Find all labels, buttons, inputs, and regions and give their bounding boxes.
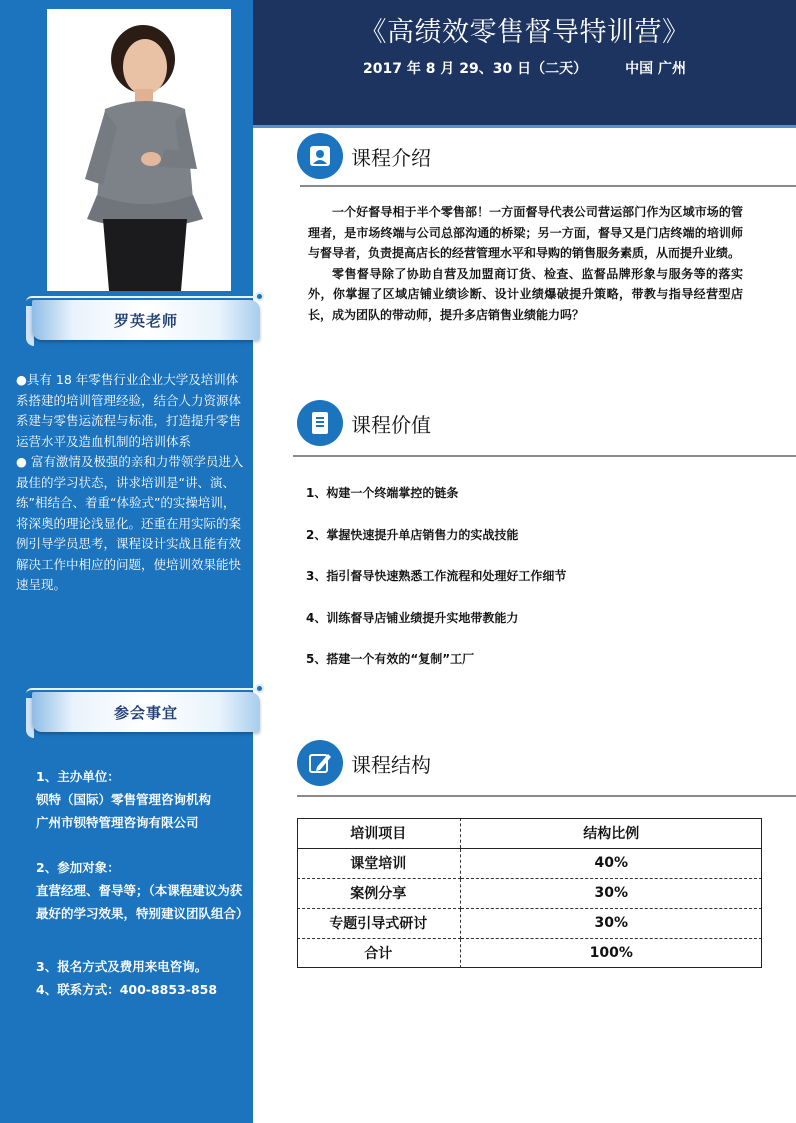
signup-info: 3、报名方式及费用来电咨询。: [36, 959, 208, 974]
values-divider: [293, 455, 796, 457]
column-header: 结构比例: [460, 818, 762, 848]
page-header: [253, 0, 796, 128]
values-heading-row: [297, 400, 431, 446]
table-cell: 案例分享: [297, 878, 460, 908]
list-item: 3、指引督导快速熟悉工作流程和处理好工作细节: [306, 569, 567, 583]
audience-text: 直营经理、督导等；（本课程建议为获最好的学习效果，特别建议团队组合）: [36, 883, 249, 921]
event-location: 中国 广州: [625, 61, 686, 77]
teacher-bio: [16, 370, 246, 596]
list-item: 4、训练督导店铺业绩提升实地带教能力: [306, 610, 519, 625]
list-item: 1、构建一个终端掌控的链条: [306, 486, 459, 500]
bio-paragraph: ● 富有激情及极强的亲和力带领学员进入最佳的学习状态，讲求培训是“讲、演、练”相结合、着重“体验式”的实操培训，将深奥的理论浅显化。还重在用实际的案例引导学员思考，课程设计实战且能有效解决工作中相应的问题，使培训效果能快速呈现。: [16, 454, 244, 592]
meeting-label: 参会事宜: [113, 703, 178, 722]
structure-heading: 课程结构: [351, 752, 431, 777]
intro-paragraph: 一个好督导相于半个零售部！一方面督导代表公司营运部门作为区域市场的管理者，是市场终端与公司总部沟通的桥梁；另一方面，督导又是门店终端的培训师与督导者，负责提高店长的经营管理水平和导购的销售服务素质，从而提升业绩。: [308, 205, 743, 260]
column-header: 培训项目: [297, 818, 460, 848]
contact-info: 4、联系方式：400-8853-858: [36, 982, 218, 997]
table-cell: 100%: [589, 945, 633, 962]
table-cell: 30%: [460, 908, 762, 938]
intro-text: [308, 202, 743, 325]
page-title: 《高绩效零售督导特训营》: [359, 17, 690, 48]
teacher-photo: [47, 9, 231, 291]
organizer-line: 广州市钡特管理咨询有限公司: [36, 815, 199, 830]
table-row: [297, 878, 762, 908]
document-icon: [297, 400, 343, 446]
intro-divider: [300, 185, 796, 187]
table-cell: 课堂培训: [297, 848, 460, 878]
event-info: [253, 58, 796, 78]
values-list: [306, 484, 746, 692]
table-row: [297, 848, 762, 878]
table-row: [297, 908, 762, 938]
bio-paragraph: ●具有 18 年零售行业企业大学及培训体系搭建的培训管理经验，结合人力资源体系建与零售运流程与标准，打造提升零售运营水平及造血机制的培训体系: [16, 372, 242, 449]
table-cell: 40%: [460, 848, 762, 878]
organizer-title: 1、主办单位：: [36, 769, 120, 784]
table-header-row: [297, 818, 762, 848]
table-row: [297, 938, 762, 968]
table-cell: 合计: [297, 938, 460, 968]
sidebar: [0, 0, 253, 1123]
structure-table: [297, 818, 762, 968]
list-item: 2、掌握快速提升单店销售力的实战技能: [306, 527, 519, 542]
pen-edit-icon: [297, 740, 343, 786]
table-cell: 30%: [460, 878, 762, 908]
teacher-label: 罗英老师: [113, 311, 178, 330]
teacher-ribbon: [26, 296, 260, 344]
structure-heading-row: [297, 740, 431, 786]
event-date: 2017 年 8 月 29、30 日（二天）: [363, 61, 588, 77]
table-cell: 专题引导式研讨: [297, 908, 460, 938]
meeting-ribbon: [26, 688, 260, 736]
audience-title: 2、参加对象：: [36, 860, 120, 875]
organizer-line: 钡特（国际）零售管理咨询机构: [36, 792, 212, 807]
meeting-info: [36, 765, 249, 1001]
intro-heading: 课程介绍: [351, 145, 431, 170]
portrait-card-icon: [297, 133, 343, 179]
intro-heading-row: [297, 133, 431, 179]
values-heading: 课程价值: [351, 412, 431, 437]
intro-paragraph: 零售督导除了协助自营及加盟商订货、检查、监督品牌形象与服务等的落实外，你掌握了区域店铺业绩诊断、设计业绩爆破提升策略，带教与指导经营型店长，成为团队的带动师，提升多店销售业绩能力吗？: [308, 266, 743, 322]
list-item: 5、搭建一个有效的“复制”工厂: [306, 652, 475, 666]
structure-divider: [297, 795, 796, 797]
